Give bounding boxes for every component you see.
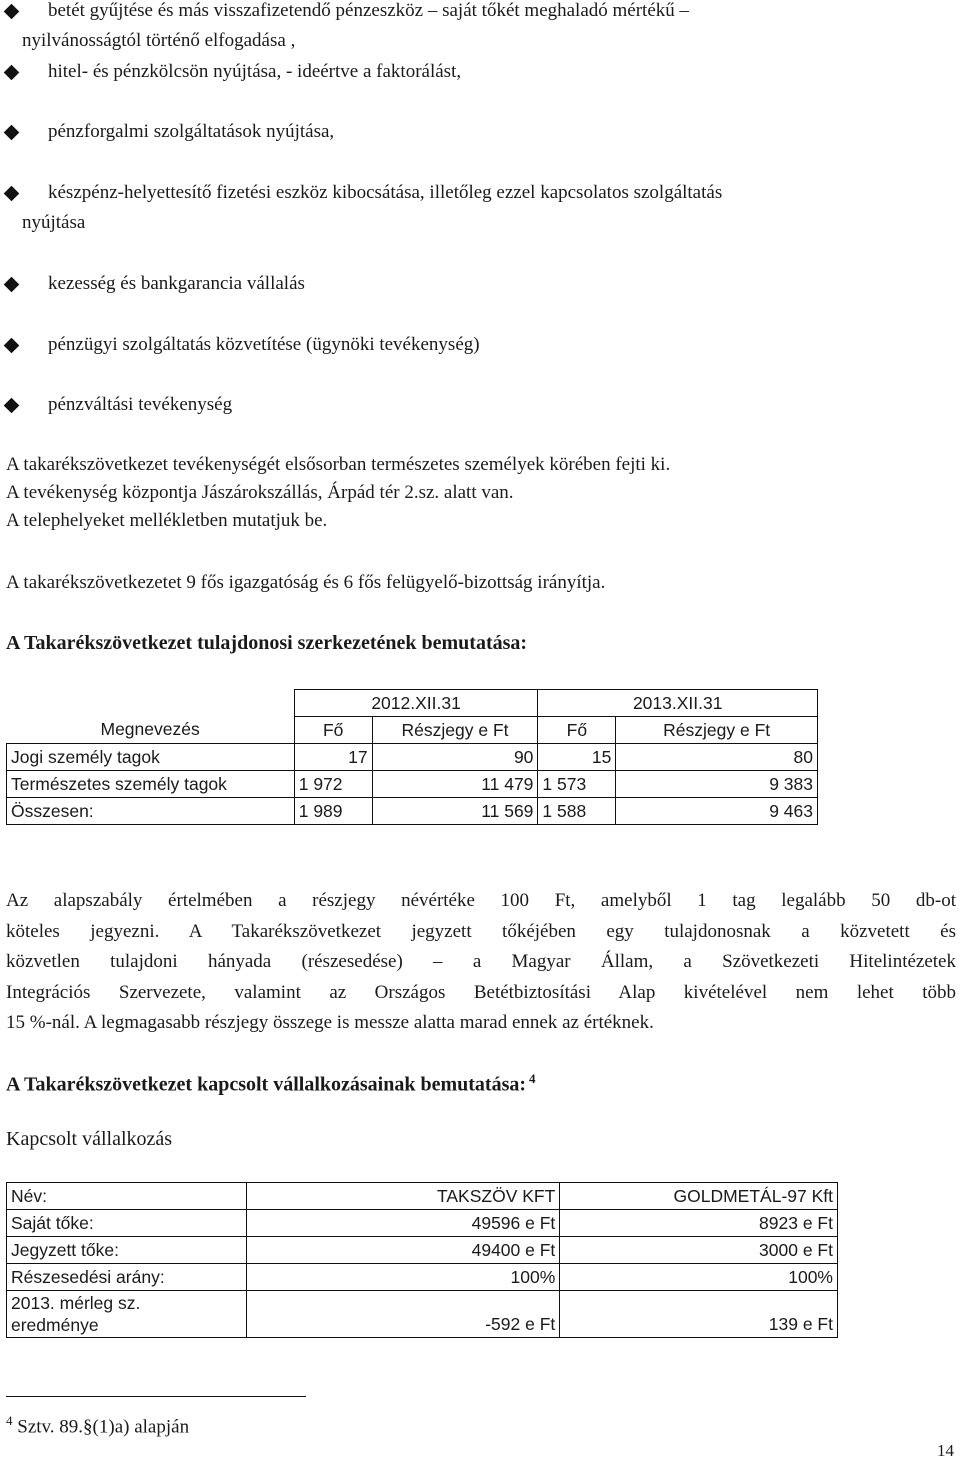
- bullet-4-line1: készpénz-helyettesítő fizetési eszköz kibocsátása, illetőleg ezzel kapcsolatos szolgáltatás: [48, 182, 723, 203]
- header-fo-2013: Fő: [538, 717, 616, 744]
- bullet-diamond-icon: [4, 338, 20, 354]
- affiliates-heading: [6, 1068, 536, 1096]
- name-header: Megnevezés: [7, 717, 295, 744]
- table-cell: 1 972: [294, 771, 372, 798]
- bullet-5-line1: kezesség és bankgarancia vállalás: [48, 273, 305, 294]
- table-cell: TAKSZÖV KFT: [246, 1183, 560, 1210]
- table-row: [7, 1183, 838, 1210]
- bullet-7-line1: pénzváltási tevékenység: [48, 394, 233, 415]
- bullet-diamond-icon: [4, 125, 20, 141]
- statute-paragraph: [6, 886, 956, 1039]
- statute-line-3: közvetlen tulajdoni hányada (részesedése) – a Magyar Állam, a Szövetkezeti Hitelintézetek: [6, 951, 956, 972]
- footnote-ref[interactable]: 4: [529, 1071, 536, 1086]
- table-cell: GOLDMETÁL-97 Kft: [560, 1183, 838, 1210]
- table-cell: 17: [294, 744, 372, 771]
- row-label-line1: 2013. mérleg sz.: [11, 1293, 141, 1313]
- table-cell: 100%: [560, 1264, 838, 1291]
- table-cell: 90: [372, 744, 538, 771]
- header-reszjegy-2012: Részjegy e Ft: [372, 717, 538, 744]
- table-cell: 11 569: [372, 798, 538, 825]
- center-paragraph: A tevékenység központja Jászárokszállás, Árpád tér 2.sz. alatt van.: [6, 482, 514, 503]
- affiliates-heading-text: A Takarékszövetkezet kapcsolt vállalkozásainak bemutatása:: [6, 1073, 527, 1096]
- activity-paragraph: A takarékszövetkezet tevékenységét elsősorban természetes személyek körében fejti ki.: [6, 454, 671, 475]
- bullet-diamond-icon: [4, 65, 20, 81]
- table-cell: 1 588: [538, 798, 616, 825]
- row-label: Saját tőke:: [7, 1210, 247, 1237]
- bullet-1-line1: betét gyűjtése és más visszafizetendő pénzeszköz – saját tőkét meghaladó mértékű –: [48, 0, 690, 21]
- row-label: Jogi személy tagok: [7, 744, 295, 771]
- ownership-header-row: [7, 717, 818, 744]
- table-cell: 9 383: [616, 771, 818, 798]
- table-row: [7, 1291, 838, 1338]
- table-cell: 49596 e Ft: [246, 1210, 560, 1237]
- affiliates-table: [6, 1182, 838, 1338]
- period-2013: 2013.XII.31: [538, 690, 818, 717]
- row-label-line2: eredménye: [11, 1315, 99, 1335]
- table-cell: 100%: [246, 1264, 560, 1291]
- bullet-2-line1: hitel- és pénzkölcsön nyújtása, - ideértve a faktorálást,: [48, 61, 462, 82]
- bullet-diamond-icon: [4, 277, 20, 293]
- sites-paragraph: A telephelyeket mellékletben mutatjuk be.: [6, 510, 328, 531]
- bullet-6-line1: pénzügyi szolgáltatás közvetítése (ügynöki tevékenység): [48, 334, 480, 355]
- governance-paragraph: A takarékszövetkezetet 9 fős igazgatóság és 6 fős felügyelő-bizottság irányítja.: [6, 572, 606, 593]
- header-fo-2012: Fő: [294, 717, 372, 744]
- footnote: [6, 1410, 189, 1438]
- table-cell: 11 479: [372, 771, 538, 798]
- row-label: Természetes személy tagok: [7, 771, 295, 798]
- page-number: 14: [937, 1441, 954, 1460]
- bullet-diamond-icon: [4, 398, 20, 414]
- statute-line-2: köteles jegyezni. A Takarékszövetkezet jegyzett tőkéjében egy tulajdonosnak a közvetett és: [6, 920, 956, 942]
- table-cell: 8923 e Ft: [560, 1210, 838, 1237]
- table-row: [7, 1210, 838, 1237]
- ownership-period-row: [7, 690, 818, 717]
- row-label: Részesedési arány:: [7, 1264, 247, 1291]
- table-cell: 15: [538, 744, 616, 771]
- ownership-table: [6, 689, 818, 825]
- row-label: Összesen:: [7, 798, 295, 825]
- statute-line-5: 15 %-nál. A legmagasabb részjegy összege is messze alatta marad ennek az értéknek.: [6, 1012, 654, 1033]
- statute-line-1: Az alapszabály értelmében a részjegy névértéke 100 Ft, amelyből 1 tag legalább 50 db-ot: [6, 890, 956, 911]
- table-row: [7, 1264, 838, 1291]
- footnote-text: Sztv. 89.§(1)a) alapján: [17, 1416, 190, 1438]
- bullet-diamond-icon: [4, 4, 20, 20]
- row-label: [7, 1291, 247, 1338]
- table-cell: 139 e Ft: [560, 1291, 838, 1338]
- bullet-1-line2: nyilvánosságtól történő elfogadása ,: [22, 30, 296, 51]
- period-2012: 2012.XII.31: [294, 690, 538, 717]
- owners-heading: A Takarékszövetkezet tulajdonosi szerkezetének bemutatása:: [6, 632, 528, 654]
- table-row: [7, 744, 818, 771]
- table-row: [7, 771, 818, 798]
- bullet-diamond-icon: [4, 186, 20, 202]
- header-reszjegy-2013: Részjegy e Ft: [616, 717, 818, 744]
- table-cell: 80: [616, 744, 818, 771]
- bullet-4-line2: nyújtása: [22, 212, 86, 233]
- table-cell: 1 989: [294, 798, 372, 825]
- table-cell: 1 573: [538, 771, 616, 798]
- row-label: Jegyzett tőke:: [7, 1237, 247, 1264]
- table-row: [7, 798, 818, 825]
- statute-line-4: Integrációs Szervezete, valamint az Országos Betétbiztosítási Alap kivételével nem lehet több: [6, 981, 956, 1003]
- table-cell: 49400 e Ft: [246, 1237, 560, 1264]
- footnote-separator: [6, 1396, 306, 1397]
- affiliates-subheading: Kapcsolt vállalkozás: [6, 1128, 173, 1150]
- table-cell: -592 e Ft: [246, 1291, 560, 1338]
- row-label: Név:: [7, 1183, 247, 1210]
- table-cell: 3000 e Ft: [560, 1237, 838, 1264]
- bullet-3-line1: pénzforgalmi szolgáltatások nyújtása,: [48, 121, 335, 142]
- footnote-number: 4: [6, 1413, 13, 1428]
- table-row: [7, 1237, 838, 1264]
- table-cell: 9 463: [616, 798, 818, 825]
